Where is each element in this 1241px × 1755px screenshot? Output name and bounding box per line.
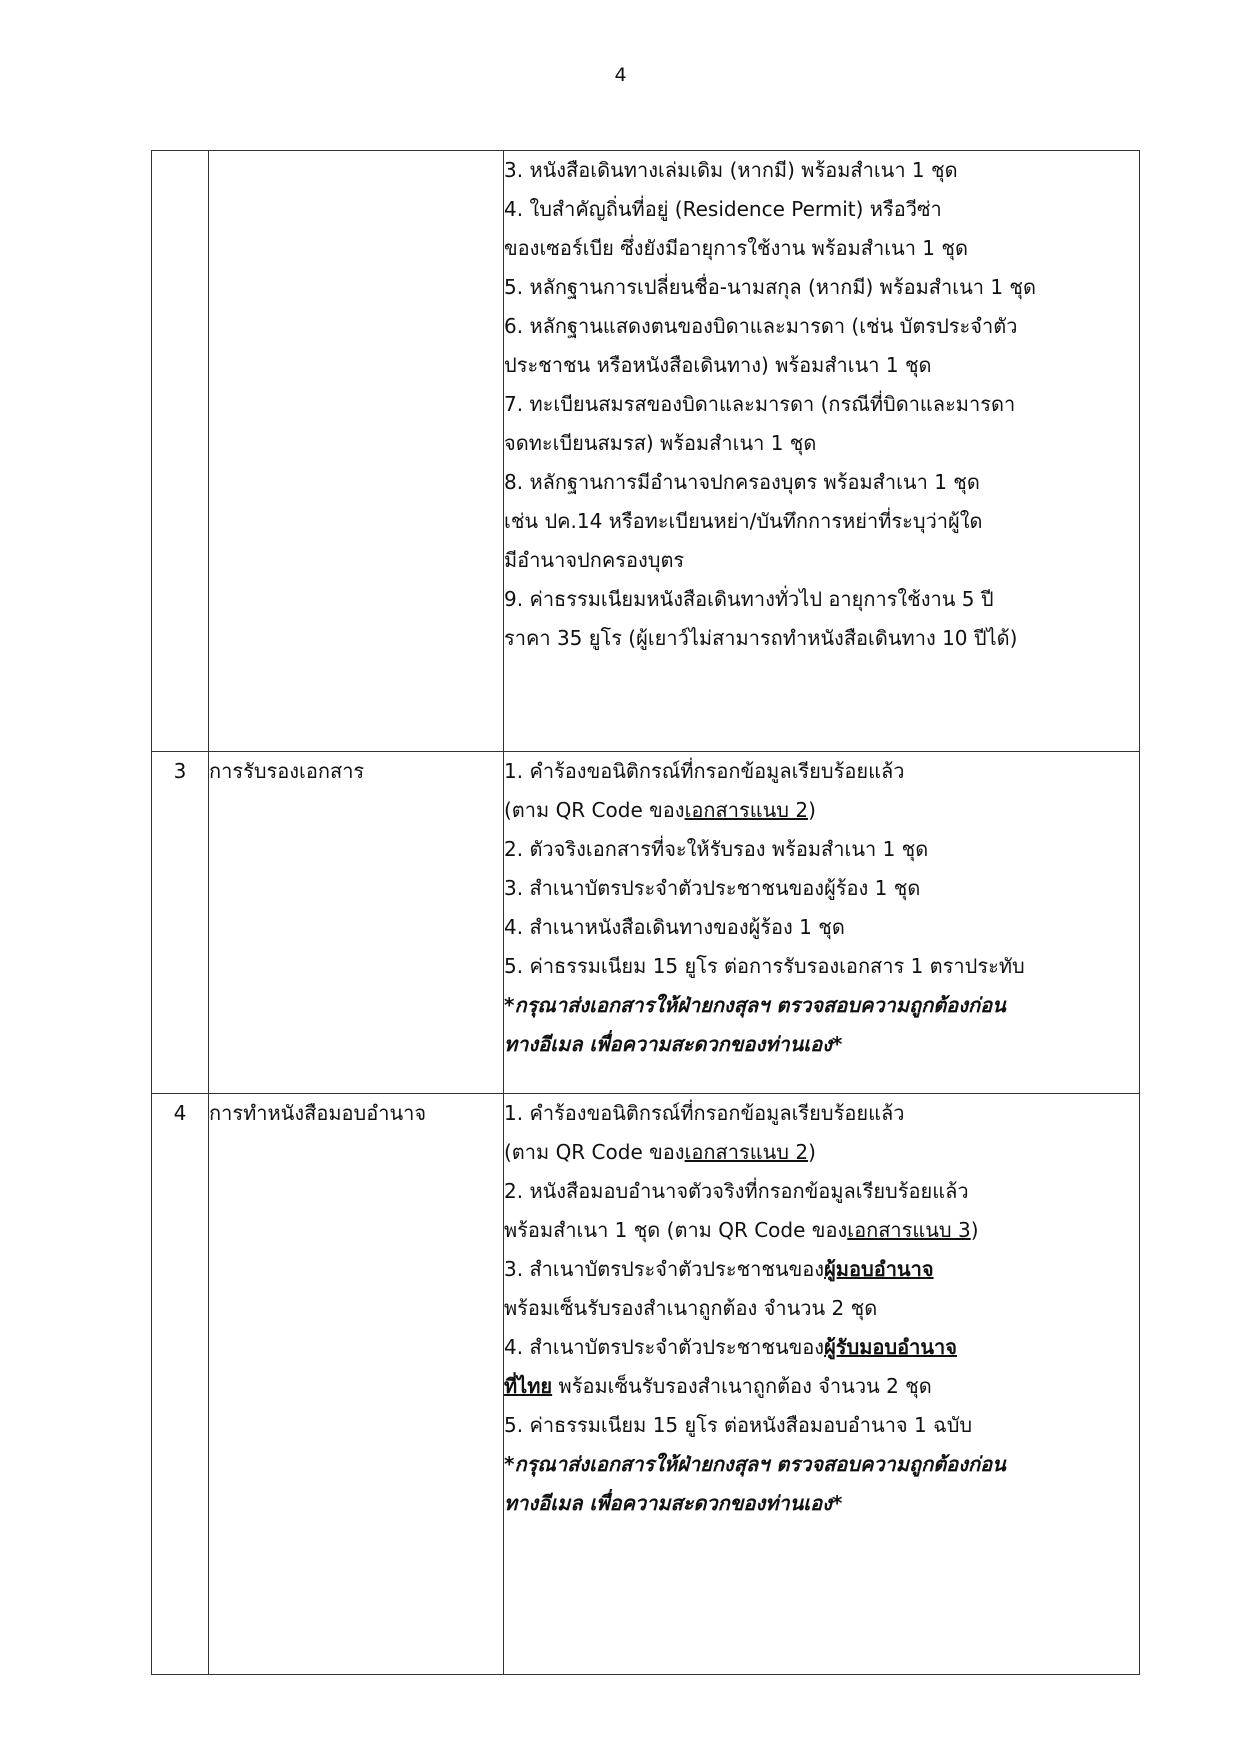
list-item: จดทะเบียนสมรส) พร้อมสำเนา 1 ชุด <box>504 431 817 455</box>
list-item: มีอำนาจปกครองบุตร <box>504 548 685 572</box>
document-list <box>504 151 1140 752</box>
list-item: พร้อมสำเนา 1 ชุด (ตาม QR Code ของเอกสารแนบ 3) <box>504 1218 979 1242</box>
grantee-emphasis: ผู้รับมอบอำนาจ <box>824 1335 957 1359</box>
list-item: ที่ไทย พร้อมเซ็นรับรองสำเนาถูกต้อง จำนวน 2 ชุด <box>504 1374 932 1398</box>
list-item: พร้อมเซ็นรับรองสำเนาถูกต้อง จำนวน 2 ชุด <box>504 1296 878 1320</box>
service-name: การรับรองเอกสาร <box>209 752 504 1094</box>
attachment-link: เอกสารแนบ 2 <box>684 798 809 822</box>
service-name <box>209 151 504 752</box>
grantor-emphasis: ผู้มอบอำนาจ <box>824 1257 934 1281</box>
list-item: ราคา 35 ยูโร (ผู้เยาว์ไม่สามารถทำหนังสือเดินทาง 10 ปีได้) <box>504 626 1018 650</box>
list-item: 9. ค่าธรรมเนียมหนังสือเดินทางทั่วไป อายุการใช้งาน 5 ปี <box>504 587 994 611</box>
list-item: 3. สำเนาบัตรประจำตัวประชาชนของผู้ร้อง 1 ชุด <box>504 876 921 900</box>
email-check-note: ทางอีเมล เพื่อความสะดวกของท่านเอง* <box>504 1491 843 1515</box>
list-item: 2. หนังสือมอบอำนาจตัวจริงที่กรอกข้อมูลเรียบร้อยแล้ว <box>504 1179 969 1203</box>
list-item: 4. สำเนาบัตรประจำตัวประชาชนของผู้รับมอบอำนาจ <box>504 1335 957 1359</box>
table-row <box>152 151 1140 752</box>
list-item: ของเซอร์เบีย ซึ่งยังมีอายุการใช้งาน พร้อมสำเนา 1 ชุด <box>504 236 968 260</box>
list-item: 5. หลักฐานการเปลี่ยนชื่อ-นามสกุล (หากมี) พร้อมสำเนา 1 ชุด <box>504 275 1036 299</box>
list-item: 4. ใบสำคัญถิ่นที่อยู่ (Residence Permit) หรือวีซ่า <box>504 197 942 221</box>
list-item: 2. ตัวจริงเอกสารที่จะให้รับรอง พร้อมสำเนา 1 ชุด <box>504 837 929 861</box>
list-item: ประชาชน หรือหนังสือเดินทาง) พร้อมสำเนา 1 ชุด <box>504 353 932 377</box>
list-item: เช่น ปค.14 หรือทะเบียนหย่า/บันทึกการหย่าที่ระบุว่าผู้ใด <box>504 509 983 533</box>
email-check-note: ทางอีเมล เพื่อความสะดวกของท่านเอง* <box>504 1032 843 1056</box>
list-item: 5. ค่าธรรมเนียม 15 ยูโร ต่อการรับรองเอกสาร 1 ตราประทับ <box>504 954 1025 978</box>
list-item: 3. หนังสือเดินทางเล่มเดิม (หากมี) พร้อมสำเนา 1 ชุด <box>504 158 958 182</box>
list-item: 3. สำเนาบัตรประจำตัวประชาชนของผู้มอบอำนาจ <box>504 1257 934 1281</box>
service-name: การทำหนังสือมอบอำนาจ <box>209 1094 504 1675</box>
list-item: 7. ทะเบียนสมรสของบิดาและมารดา (กรณีที่บิดาและมารดา <box>504 392 1016 416</box>
email-check-note: *กรุณาส่งเอกสารให้ฝ่ายกงสุลฯ ตรวจสอบความถูกต้องก่อน <box>504 1452 1006 1476</box>
list-item: 5. ค่าธรรมเนียม 15 ยูโร ต่อหนังสือมอบอำนาจ 1 ฉบับ <box>504 1413 973 1437</box>
email-check-note: *กรุณาส่งเอกสารให้ฝ่ายกงสุลฯ ตรวจสอบความถูกต้องก่อน <box>504 993 1006 1017</box>
document-list <box>504 752 1140 1094</box>
document-list <box>504 1094 1140 1675</box>
row-number <box>152 151 209 752</box>
list-item: 4. สำเนาหนังสือเดินทางของผู้ร้อง 1 ชุด <box>504 915 845 939</box>
attachment-link: เอกสารแนบ 2 <box>684 1140 809 1164</box>
list-item: 8. หลักฐานการมีอำนาจปกครองบุตร พร้อมสำเนา 1 ชุด <box>504 470 980 494</box>
list-item: 6. หลักฐานแสดงตนของบิดาและมารดา (เช่น บัตรประจำตัว <box>504 314 1018 338</box>
list-item: 1. คำร้องขอนิติกรณ์ที่กรอกข้อมูลเรียบร้อยแล้ว <box>504 1101 905 1125</box>
row-number: 3 <box>152 752 209 1094</box>
row-number: 4 <box>152 1094 209 1675</box>
attachment-link: เอกสารแนบ 3 <box>847 1218 971 1242</box>
table-row <box>152 1094 1140 1675</box>
requirements-table <box>151 150 1140 1675</box>
table-row <box>152 752 1140 1094</box>
grantee-emphasis: ที่ไทย <box>504 1374 553 1398</box>
list-item: (ตาม QR Code ของเอกสารแนบ 2) <box>504 798 816 822</box>
page-number: 4 <box>614 64 627 86</box>
list-item: (ตาม QR Code ของเอกสารแนบ 2) <box>504 1140 816 1164</box>
list-item: 1. คำร้องขอนิติกรณ์ที่กรอกข้อมูลเรียบร้อยแล้ว <box>504 759 905 783</box>
